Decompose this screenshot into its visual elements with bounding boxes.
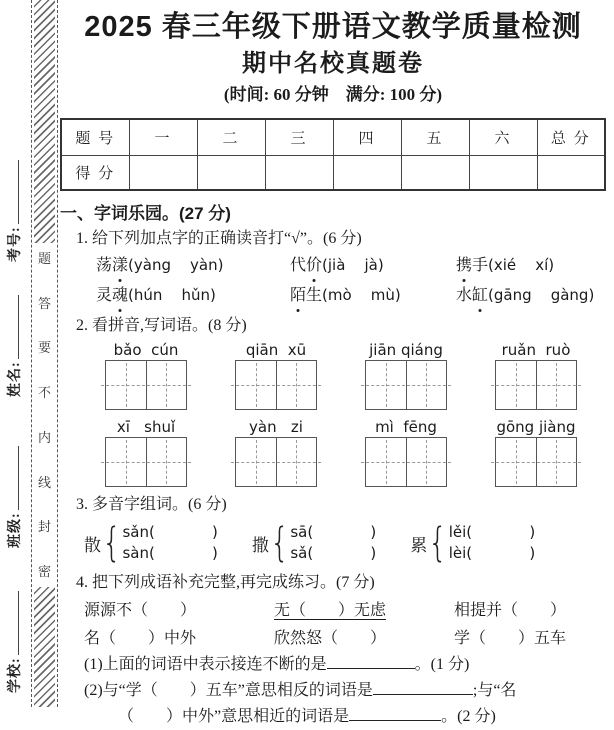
seal-char: 不 xyxy=(37,385,51,401)
pinyin-word: mì fēng xyxy=(354,418,458,487)
word-item: 水缸(gāng gàng) xyxy=(456,282,606,309)
seal-char: 答 xyxy=(37,295,51,311)
hatch-pattern-bottom xyxy=(34,587,55,707)
class-field xyxy=(2,398,26,548)
header-cell-4: 四 xyxy=(333,119,401,155)
page-subtitle: 期中名校真题卷 xyxy=(242,50,424,77)
pinyin-row-1 xyxy=(94,341,606,410)
hatch-pattern-top xyxy=(34,0,55,243)
class-label: 班级: xyxy=(8,512,23,548)
exam-number-blank-line xyxy=(9,160,19,224)
brace-glyph: { xyxy=(102,520,122,566)
score-cell xyxy=(129,155,197,190)
writing-box xyxy=(365,360,447,410)
seal-char: 内 xyxy=(37,429,51,445)
fill-blank xyxy=(349,707,441,721)
sub-question-2: (2)与“学（ ）五车”意思相反的词语是 ;与“名 xyxy=(84,682,517,699)
pinyin-word: bǎo cún xyxy=(94,341,198,410)
idiom-grid xyxy=(84,598,606,652)
writing-box xyxy=(495,437,577,487)
seal-char: 题 xyxy=(37,251,51,266)
word-item: 灵魂(hún hǔn) xyxy=(96,282,290,309)
school-field xyxy=(2,543,26,693)
writing-box xyxy=(105,360,187,410)
exam-info: (时间: 60 分钟 满分: 100 分) xyxy=(223,85,443,104)
writing-box xyxy=(495,360,577,410)
polyphone-group: 累 { lěi( ) lèi( ) xyxy=(410,520,536,566)
exam-number-field xyxy=(2,112,26,262)
header-cell-question-no: 题 号 xyxy=(61,119,129,155)
score-cell xyxy=(401,155,469,190)
question-4-label: 4. 把下列成语补充完整,再完成练习。(7 分) xyxy=(76,574,375,591)
pinyin-word: qiān xū xyxy=(224,341,328,410)
school-blank-line xyxy=(9,591,19,655)
writing-box xyxy=(365,437,447,487)
class-blank-line xyxy=(9,446,19,510)
idiom-item: 名（ ）中外 xyxy=(84,630,197,647)
score-cell xyxy=(197,155,265,190)
pinyin-word: yàn zi xyxy=(224,418,328,487)
seal-char: 封 xyxy=(37,519,51,535)
header-cell-6: 六 xyxy=(469,119,537,155)
polyphone-group: 撒 { sā( ) sǎ( ) xyxy=(251,520,377,566)
pinyin-row-2 xyxy=(94,418,606,487)
polyphone-char: 累 xyxy=(410,535,428,555)
page-title: 2025 春三年级下册语文教学质量检测 xyxy=(84,11,582,43)
score-cell xyxy=(333,155,401,190)
left-margin xyxy=(0,0,30,707)
writing-box xyxy=(235,360,317,410)
word-item: 代价(jià jà) xyxy=(290,252,456,279)
score-cell xyxy=(537,155,605,190)
name-label: 姓名: xyxy=(8,361,23,397)
question-2-label: 2. 看拼音,写词语。(8 分) xyxy=(76,317,247,334)
seal-char: 线 xyxy=(37,474,51,490)
fill-blank xyxy=(327,655,415,669)
score-cell xyxy=(469,155,537,190)
polyphone-char: 散 xyxy=(84,535,101,555)
brace-glyph: { xyxy=(270,520,290,566)
score-table-score-row xyxy=(61,155,605,190)
word-item: 携手(xié xí) xyxy=(456,252,606,279)
question-3-label: 3. 多音字组词。(6 分) xyxy=(76,496,227,513)
polyphone-char: 撒 xyxy=(251,535,269,555)
sub-question-1: (1)上面的词语中表示接连不断的是 。(1 分) xyxy=(84,656,470,673)
brace-glyph: { xyxy=(428,520,448,566)
score-cell xyxy=(265,155,333,190)
polyphone-group: 散 { sǎn( ) sàn( ) xyxy=(84,520,218,566)
name-field xyxy=(2,247,26,397)
idiom-item: 源源不（ ） xyxy=(84,602,197,619)
header-cell-5: 五 xyxy=(401,119,469,155)
seal-char: 密 xyxy=(37,563,51,579)
idiom-item: 相提并（ ） xyxy=(454,602,567,619)
seal-text xyxy=(32,248,57,580)
header-cell-1: 一 xyxy=(129,119,197,155)
header-cell-total: 总 分 xyxy=(537,119,605,155)
header-cell-3: 三 xyxy=(265,119,333,155)
idiom-item: 学（ ）五车 xyxy=(454,630,567,647)
writing-box xyxy=(235,437,317,487)
school-label: 学校: xyxy=(8,657,23,693)
idiom-item: 欣然怒（ ） xyxy=(274,630,387,647)
polyphone-row xyxy=(84,522,606,564)
header-cell-2: 二 xyxy=(197,119,265,155)
score-table-header-row xyxy=(61,119,605,155)
score-table xyxy=(60,118,606,191)
fill-blank xyxy=(373,681,473,695)
exam-paper xyxy=(58,0,614,725)
question-1-items xyxy=(96,252,606,309)
exam-number-label: 考号: xyxy=(8,226,23,262)
word-item: 荡漾(yàng yàn) xyxy=(96,252,290,279)
pinyin-word: jiān qiáng xyxy=(354,341,458,410)
writing-box xyxy=(105,437,187,487)
seal-char: 要 xyxy=(37,340,51,356)
pinyin-word: gōng jiàng xyxy=(484,418,588,487)
name-blank-line xyxy=(9,295,19,359)
pinyin-word: xī shuǐ xyxy=(94,418,198,487)
idiom-item-underlined: 无（ ）无虑 xyxy=(274,602,387,619)
section-1-heading: 一、字词乐园。(27 分) xyxy=(60,204,231,223)
seal-line-strip xyxy=(31,0,58,707)
word-item: 陌生(mò mù) xyxy=(290,282,456,309)
pinyin-word: ruǎn ruò xyxy=(484,341,588,410)
score-label-cell: 得 分 xyxy=(61,155,129,190)
sub-question-2-continued: （ ）中外”意思相近的词语是 。(2 分) xyxy=(118,708,496,725)
question-1-label: 1. 给下列加点字的正确读音打“√”。(6 分) xyxy=(76,230,362,247)
